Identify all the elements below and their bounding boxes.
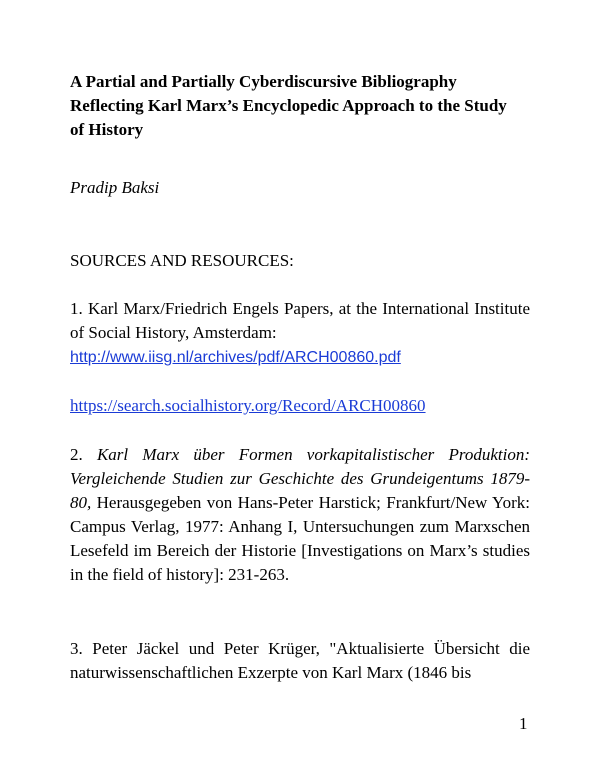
title-line-3: of History (70, 120, 144, 139)
socialhistory-record-link[interactable]: https://search.socialhistory.org/Record/ARCH00860 (70, 396, 426, 415)
entry-2-text: Herausgegeben von Hans-Peter Harstick; Frankfurt/New York: Campus Verlag, 1977: Anhang I, Untersuchungen zum Marxschen Lesefeld im Bereich der Historie [Investigations on Marx’s studies in the field of history]: 231-263. (70, 493, 531, 584)
page-number: 1 (519, 714, 528, 733)
entry-2-title: Karl Marx über Formen vorkapitalistischer Produktion: Vergleichende Studien zur Geschichte des Grundeigentums 1879-80, (70, 445, 530, 512)
section-heading: SOURCES AND RESOURCES: (70, 251, 294, 270)
title-line-1: A Partial and Partially Cyberdiscursive Bibliography (70, 72, 457, 91)
entry-3-text: 3. Peter Jäckel und Peter Krüger, "Aktualisierte Übersicht die naturwissenschaftlichen Exzerpte von Karl Marx (1846 bis (70, 639, 530, 682)
bibliography-entry-2 (70, 443, 530, 587)
entry-2-number: 2. (70, 445, 83, 464)
entry-1-text: 1. Karl Marx/Friedrich Engels Papers, at the International Institute of Social History, Amsterdam: (70, 299, 530, 342)
iisg-archive-pdf-link[interactable]: http://www.iisg.nl/archives/pdf/ARCH00860.pdf (70, 349, 401, 366)
document-title (70, 70, 530, 142)
author-name: Pradip Baksi (70, 178, 160, 197)
bibliography-entry-1 (70, 297, 530, 370)
bibliography-entry-3 (70, 637, 530, 685)
title-line-2: Reflecting Karl Marx’s Encyclopedic Approach to the Study (70, 96, 507, 115)
